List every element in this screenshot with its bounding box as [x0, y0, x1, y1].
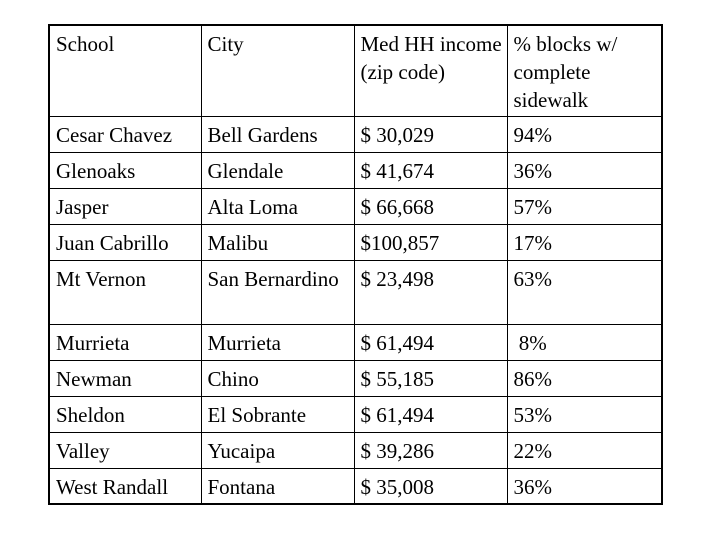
- table-row: [49, 116, 662, 152]
- cell-income: $ 55,185: [354, 360, 507, 396]
- cell-income: $ 61,494: [354, 396, 507, 432]
- header-school: School: [49, 25, 201, 116]
- cell-school: Murrieta: [49, 324, 201, 360]
- cell-city: El Sobrante: [201, 396, 354, 432]
- cell-sidewalk: 36%: [507, 152, 662, 188]
- cell-school: Valley: [49, 432, 201, 468]
- cell-school: Newman: [49, 360, 201, 396]
- cell-school: Sheldon: [49, 396, 201, 432]
- cell-income: $ 66,668: [354, 188, 507, 224]
- cell-sidewalk: 22%: [507, 432, 662, 468]
- header-row: [49, 25, 662, 116]
- table-row: [49, 324, 662, 360]
- cell-city: San Bernardino: [201, 260, 354, 324]
- header-sidewalk-percent: % blocks w/ complete sidewalk: [507, 25, 662, 116]
- cell-income: $ 23,498: [354, 260, 507, 324]
- cell-sidewalk: 36%: [507, 468, 662, 504]
- cell-sidewalk: 17%: [507, 224, 662, 260]
- cell-school: Jasper: [49, 188, 201, 224]
- table-row: [49, 224, 662, 260]
- header-median-income: Med HH income (zip code): [354, 25, 507, 116]
- cell-income: $ 39,286: [354, 432, 507, 468]
- cell-city: Malibu: [201, 224, 354, 260]
- cell-sidewalk: 53%: [507, 396, 662, 432]
- cell-school: Glenoaks: [49, 152, 201, 188]
- cell-city: Glendale: [201, 152, 354, 188]
- cell-sidewalk: 57%: [507, 188, 662, 224]
- table-row: [49, 396, 662, 432]
- cell-school: Juan Cabrillo: [49, 224, 201, 260]
- cell-city: Fontana: [201, 468, 354, 504]
- cell-income: $ 61,494: [354, 324, 507, 360]
- table-row: [49, 152, 662, 188]
- table-row: [49, 260, 662, 324]
- cell-school: West Randall: [49, 468, 201, 504]
- cell-city: Yucaipa: [201, 432, 354, 468]
- cell-school: Mt Vernon: [49, 260, 201, 324]
- table-row: [49, 468, 662, 504]
- cell-city: Alta Loma: [201, 188, 354, 224]
- school-sidewalk-table: [48, 24, 663, 505]
- cell-income: $ 35,008: [354, 468, 507, 504]
- cell-sidewalk: 8%: [507, 324, 662, 360]
- cell-income: $100,857: [354, 224, 507, 260]
- table-row: [49, 188, 662, 224]
- cell-city: Chino: [201, 360, 354, 396]
- cell-income: $ 41,674: [354, 152, 507, 188]
- cell-city: Bell Gardens: [201, 116, 354, 152]
- cell-sidewalk: 63%: [507, 260, 662, 324]
- cell-sidewalk: 94%: [507, 116, 662, 152]
- table-row: [49, 432, 662, 468]
- table-row: [49, 360, 662, 396]
- cell-school: Cesar Chavez: [49, 116, 201, 152]
- header-city: City: [201, 25, 354, 116]
- cell-sidewalk: 86%: [507, 360, 662, 396]
- cell-city: Murrieta: [201, 324, 354, 360]
- cell-income: $ 30,029: [354, 116, 507, 152]
